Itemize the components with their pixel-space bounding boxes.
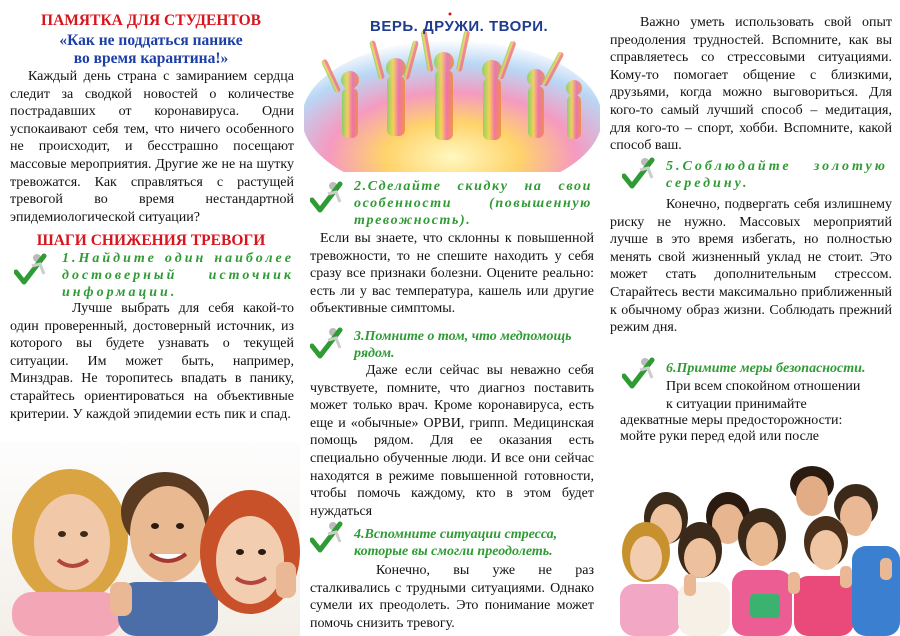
step-5-heading: 5.Соблюдайте золотую середину. [666,159,888,191]
checkmark-figure-icon [310,180,344,216]
col3-intro-paragraph: Важно уметь использовать свой опыт преодоления трудностей. Вспомните, как вы справляетесь со стрессовыми ситуациями. Кому-то помогает общение с близкими, друзьями, когда можно выговориться. Для кого-то самый лучший способ – медитация, для кого-то – спорт, хобби. Вспомните, какой способ ваш. [610,15,892,154]
page-subtitle-line2: во время карантина!» [73,50,229,67]
checkmark-figure-icon [14,252,48,288]
step-2-text: Если вы знаете, что склонны к повышенной тревожности, то не спешите находить у себя сразу все признаки болезни. Оцените реально: есть ли у вас температура, кашель или другие объективные симптомы. [310,231,594,317]
checkmark-figure-icon [310,520,344,556]
step-4-text: Конечно, вы уже не раз сталкивались с трудными ситуациями. Однако сумели их преодолеть. Это понимание может помочь снизить тревогу. [310,563,594,631]
students-photo-left [0,442,300,636]
checkmark-figure-icon [622,156,656,192]
step-3-heading: 3.Помните о том, что медпомощь рядом. [354,329,572,361]
step-6-text-line2: к ситуации принимайте [666,397,807,412]
column-left [0,0,300,636]
banner-slogan: ВЕРЬ. ДРУЖИ. ТВОРИ. [370,18,549,35]
step-1-heading: 1.Найдите один наиболее достоверный источник информации. [62,251,294,300]
column-middle [300,0,600,636]
step-6-text-line4: мойте руки перед едой или после [620,429,820,444]
step-3-text: Даже если сейчас вы неважно себя чувствуете, помните, что диагноз поставить может только врач. Кроме коронавируса, есть еще и «обычные» ОРВИ, грипп. Медицинская помощь рядом. Для ее оказания есть специально обученные люди. И все они сейчас находятся в режиме повышенной готовности, чтобы помочь каждому, кто в этом будет нуждаться [310,363,594,519]
checkmark-figure-icon [622,356,656,392]
column-right [600,0,900,636]
intro-paragraph: Каждый день страна с замиранием сердца следит за сводкой новостей о количестве пострадавших от коронавируса. Одни успокаивают себя тем, что ничего особенного не происходит, и бесстрашно посещают массовые мероприятия. Другие же не на шутку тревожатся. Как справляться с растущей тревогой во время нестандартной эпидемиологической ситуации? [10,69,294,225]
step-2-heading: 2.Сделайте скидку на свои особенности (повышенную тревожность). [354,179,592,228]
page-title: ПАМЯТКА ДЛЯ СТУДЕНТОВ [41,12,261,29]
step-6-text-line1: При всем спокойном отношении [666,379,861,394]
banner-image [304,0,600,172]
step-6-heading: 6.Примите меры безопасности. [666,361,866,376]
step-6-text-line3: адекватные меры предосторожности: [620,413,843,428]
students-group-photo-right [600,466,900,636]
page-subtitle-line1: «Как не поддаться панике [59,32,243,49]
step-1-text: Лучше выбрать для себя какой-то один проверенный, достоверный источник, из которого вы будете узнавать о текущей ситуации. Им может быть, например, Минздрав. Не торопитесь впадать в панику, старайтесь ориентироваться на объективные критерии. У каждой эпидемии есть пик и спад. [10,301,294,422]
checkmark-figure-icon [310,326,344,362]
steps-title: ШАГИ СНИЖЕНИЯ ТРЕВОГИ [36,232,266,249]
step-5-text: Конечно, подвергать себя излишнему риску не нужно. Массовых мероприятий лучше в это время избегать, но полностью менять свой жизненный уклад не стоит. Это может стать дополнительным стрессом. Старайтесь вести максимально приближенный к обычному образ жизни. Соблюдать прежний режим дня. [610,197,892,336]
step-4-heading: 4.Вспомните ситуации стресса, которые вы смогли преодолеть. [354,527,558,559]
header [10,12,292,68]
